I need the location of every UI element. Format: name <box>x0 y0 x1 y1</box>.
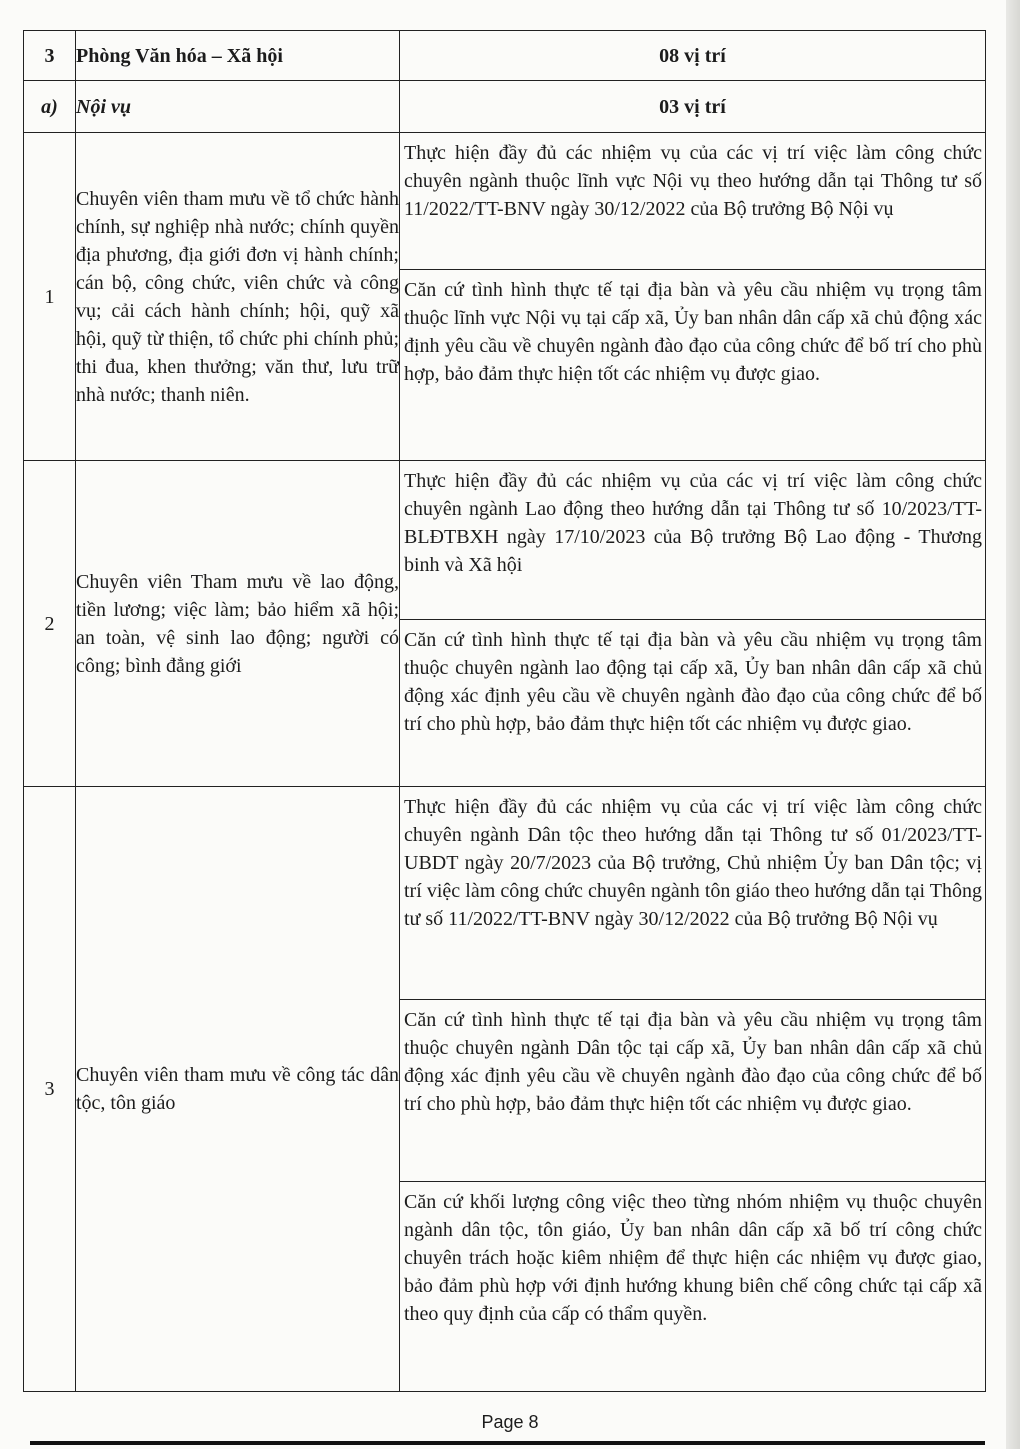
row-description: Thực hiện đầy đủ các nhiệm vụ của các vị trí việc làm công chức chuyên ngành Dân tộc theo hướng dẫn tại Thông tư số 01/2023/TT-UBDT ngày 20/7/2023 của Bộ trưởng, Chủ nhiệm Ủy ban Dân tộc; vị trí việc làm công chức chuyên ngành tôn giáo theo hướng dẫn tại Thông tư số 11/2022/TT-BNV ngày 30/12/2022 của Bộ trưởng Bộ Nội vụ <box>404 796 982 930</box>
row-description: Thực hiện đầy đủ các nhiệm vụ của các vị trí việc làm công chức chuyên ngành Lao động theo hướng dẫn tại Thông tư số 10/2023/TT-BLĐTBXH ngày 17/10/2023 của Bộ trưởng Bộ Lao động - Thương binh và Xã hội <box>404 470 982 576</box>
row-descriptions <box>400 133 986 461</box>
scan-edge <box>1006 0 1020 1449</box>
table-row <box>24 133 986 461</box>
page-number: Page 8 <box>481 1412 539 1432</box>
section-number: 3 <box>24 31 76 81</box>
row-title: Chuyên viên Tham mưu về lao động, tiền lương; việc làm; bảo hiểm xã hội; an toàn, vệ sinh lao động; người có công; bình đẳng giới <box>76 461 400 787</box>
section-positions: 08 vị trí <box>400 31 986 81</box>
row-description: Căn cứ khối lượng công việc theo từng nhóm nhiệm vụ thuộc chuyên ngành dân tộc, tôn giáo, Ủy ban nhân dân cấp xã bố trí công chức chuyên trách hoặc kiêm nhiệm để thực hiện các nhiệm vụ được giao, bảo đảm phù hợp với định hướng khung biên chế công chức tại cấp xã theo quy định của cấp có thẩm quyền. <box>400 1181 985 1391</box>
positions-table <box>23 30 986 1392</box>
subsection-positions: 03 vị trí <box>400 81 986 133</box>
footer-rule <box>30 1441 985 1445</box>
subsection-label: a) <box>24 81 76 133</box>
row-description: Căn cứ tình hình thực tế tại địa bàn và yêu cầu nhiệm vụ trọng tâm thuộc lĩnh vực Nội vụ tại cấp xã, Ủy ban nhân dân cấp xã chủ động xác định yêu cầu về chuyên ngành đào đạo của công chức để bố trí cho phù hợp, bảo đảm thực hiện tốt các nhiệm vụ được giao. <box>400 269 985 460</box>
row-description: Thực hiện đầy đủ các nhiệm vụ của các vị trí việc làm công chức chuyên ngành thuộc lĩnh vực Nội vụ theo hướng dẫn tại Thông tư số 11/2022/TT-BNV ngày 30/12/2022 của Bộ trưởng Bộ Nội vụ <box>404 142 982 220</box>
row-descriptions <box>400 461 986 787</box>
row-descriptions <box>400 787 986 1392</box>
section-title: Phòng Văn hóa – Xã hội <box>76 31 400 81</box>
table-row <box>24 461 986 787</box>
row-description: Căn cứ tình hình thực tế tại địa bàn và yêu cầu nhiệm vụ trọng tâm thuộc chuyên ngành lao động tại cấp xã, Ủy ban nhân dân cấp xã chủ động xác định yêu cầu về chuyên ngành đào đạo của công chức để bố trí cho phù hợp, bảo đảm thực hiện tốt các nhiệm vụ được giao. <box>400 619 985 786</box>
row-description: Căn cứ tình hình thực tế tại địa bàn và yêu cầu nhiệm vụ trọng tâm thuộc chuyên ngành Dân tộc tại cấp xã, Ủy ban nhân dân cấp xã chủ động xác định yêu cầu về chuyên ngành đào đạo của công chức để bố trí cho phù hợp, bảo đảm thực hiện tốt các nhiệm vụ được giao. <box>400 999 985 1181</box>
section-row <box>24 31 986 81</box>
subsection-title: Nội vụ <box>76 81 400 133</box>
subsection-row <box>24 81 986 133</box>
row-number: 3 <box>24 787 76 1392</box>
row-title: Chuyên viên tham mưu về công tác dân tộc, tôn giáo <box>76 787 400 1392</box>
row-number: 2 <box>24 461 76 787</box>
row-title: Chuyên viên tham mưu về tổ chức hành chính, sự nghiệp nhà nước; chính quyền địa phương, địa giới đơn vị hành chính; cán bộ, công chức, viên chức và công vụ; cải cách hành chính; hội, quỹ xã hội, quỹ từ thiện, tổ chức phi chính phủ; thi đua, khen thưởng; văn thư, lưu trữ nhà nước; thanh niên. <box>76 133 400 461</box>
row-number: 1 <box>24 133 76 461</box>
table-row <box>24 787 986 1392</box>
